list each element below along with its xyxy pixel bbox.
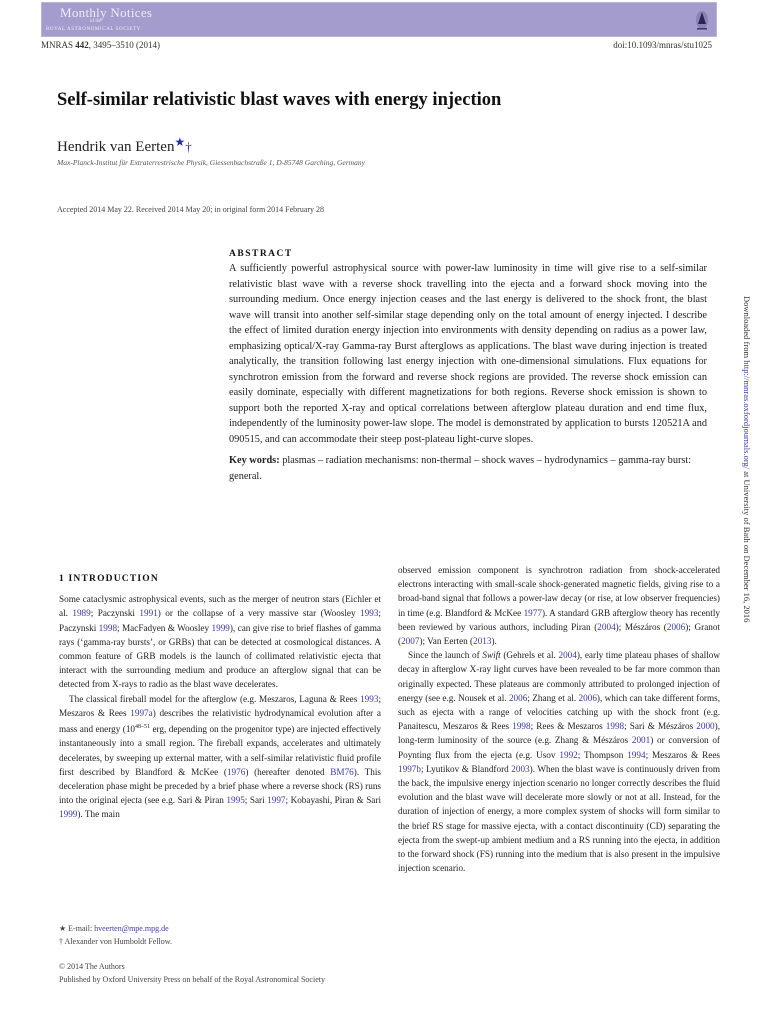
citation-link[interactable]: 2006 (666, 621, 686, 632)
journal-site-link[interactable]: http://mnras.oxfordjournals.org/ (742, 360, 752, 470)
citation-link[interactable]: 2013 (473, 636, 492, 647)
footnotes (59, 922, 172, 948)
intro-paragraph-2: The classical fireball model for the afterglow (e.g. Meszaros, Laguna & Rees 1993; Meszaros & Rees 1997a) describes the relativistic hydrodynamical evolution after a mass and energy (10$^{48-51}$ erg, depending on the progenitor type) are injected effectively instantaneously into a small region. The fireball expands, accelerates and ultimately decelerates, by sweeping up external matter, with a self-similar relativistic fluid profile first described by Blandford & McKee (1976) (hereafter denoted BM76). This deceleration phase might be preceded by a brief phase where a reverse shock (RS) runs into the original ejecta (see e.g. Sari & Piran 1995; Sari 1997; Kobayashi, Piran & Sari 1999). The main (59, 693, 382, 820)
publication-dates: Accepted 2014 May 22. Received 2014 May 20; in original form 2014 February 28 (57, 205, 325, 214)
abstract-text: A sufficiently powerful astrophysical source with power-law luminosity in time will give rise to a self-similar relativistic blast wave with a reverse shock travelling into the ejecta and a forward shock moving into the surrounding medium. Once energy injection ceases and the last energy is delivered to the shock front, the blast wave will transit into another self-similar stage depending only on the total amount of energy injected. I describe the effect of limited duration energy injection into environments with density depending on radius as a power law, emphasizing optical/X-ray Gamma-ray Burst afterglows as applications. The blast wave during injection is treated analytically, the transition following last energy injection with one-dimensional simulations. Flux equations for synchrotron emission from the forward and reverse shock regions are provided. The reverse shock emission can easily dominate, especially with different magnetizations for both regions. Reverse shock emission is shown to support both the reported X-ray and optical correlations between afterglow plateau duration and end time flux, independently of the luminosity power-law slope. The model is demonstrated by application to bursts 120521A and 090515, and can accommodate their steep post-plateau light-curve slopes. (229, 263, 707, 445)
volume: 442 (75, 40, 89, 50)
copyright-line: © 2014 The Authors (59, 962, 125, 971)
citation-link[interactable]: 1997 (267, 795, 286, 806)
citation-link[interactable]: 1976 (226, 766, 246, 777)
intro-column-right (398, 563, 720, 875)
keywords-label: Key words: (229, 455, 280, 466)
citation-link[interactable]: 1994 (627, 749, 646, 760)
citation-link[interactable]: 1997a (130, 707, 153, 718)
copyright (59, 960, 325, 986)
citation-link[interactable]: 1991 (139, 608, 158, 619)
citation-link[interactable]: 1998 (512, 721, 531, 732)
abstract-heading: ABSTRACT (229, 249, 293, 259)
citation-link[interactable]: BM76 (330, 766, 354, 777)
citation-link[interactable]: 1995 (226, 795, 245, 806)
journal-abbrev: MNRAS (41, 40, 74, 50)
footnote-email: ★ E-mail: hveerten@mpe.mpg.de (59, 924, 169, 933)
citation-link[interactable]: 1999 (211, 622, 230, 633)
download-notice: Downloaded from http://mnras.oxfordjournals.org/ at University of Bath on December 16, 2016 (742, 296, 752, 623)
intro-paragraph-4: Since the launch of Swift (Gehrels et al. 2004), early time plateau phases of shallow decay in afterglow X-ray light curves have been revealed to be far more common than originally expected. These plateaus are commonly attributed to prolonged injection of energy (see e.g. Nousek et al. 2006; Zhang et al. 2006), which can take different forms, such as ejecta with a range of velocities catching up with the shock front (e.g. Panaitescu, Meszaros & Rees 1998; Rees & Meszaros 1998; Sari & Mészáros 2000), long-term luminosity of the source (e.g. Zhang & Mészáros 2001) or conversion of Poynting flux from the ejecta (e.g. Usov 1992; Thompson 1994; Meszaros & Rees 1997b; Lyutikov & Blandford 2003). When the blast wave is continuously driven from the back, the impulsive energy injection scenario no longer correctly describes the fluid evolution and the blast wave will decelerate more slowly or not at all. Instead, for the duration of injection of energy, a more complex system of shocks will form similar to the brief RS stage for massive ejecta, with a contact discontinuity (CD) separating the ejecta from the swept-up ambient medium and a RS running into the ejecta, in addition to the forward shock (FS) running into the medium that is also present in the impulsive injection scenario. (398, 650, 720, 874)
citation-link[interactable]: 2006 (578, 692, 597, 703)
citation-link[interactable]: 1998 (98, 622, 118, 633)
citation-link[interactable]: 1997b (398, 763, 421, 774)
citation (41, 40, 160, 50)
citation-link[interactable]: 2000 (696, 721, 715, 732)
citation-link[interactable]: 1998 (605, 721, 625, 732)
footnote-star-link[interactable]: ★ (174, 135, 186, 149)
abstract (229, 249, 707, 484)
journal-banner (41, 2, 717, 37)
citation-link[interactable]: 2003 (511, 763, 530, 774)
citation-link[interactable]: 1977 (523, 607, 542, 618)
journal-name: Monthly Notices (60, 5, 153, 20)
citation-link[interactable]: 2004 (597, 621, 616, 632)
intro-column-left (59, 572, 381, 822)
citation-link[interactable]: 1999 (59, 809, 78, 820)
footnote-fellow: † Alexander von Humboldt Fellow. (59, 937, 173, 946)
citation-link[interactable]: 1993 (360, 693, 379, 704)
society-name: ROYAL ASTRONOMICAL SOCIETY (46, 27, 141, 32)
paper-title: Self-similar relativistic blast waves with energy injection (57, 90, 502, 110)
journal-name-of: of the (90, 19, 102, 24)
pages: , 3495–3510 (2014) (88, 40, 161, 50)
author-line (57, 135, 192, 156)
citation-link[interactable]: 2001 (631, 735, 651, 746)
ras-crest-icon (695, 8, 709, 34)
section-heading-introduction: 1 INTRODUCTION (59, 574, 159, 584)
footnote-dagger-link[interactable]: † (185, 139, 192, 154)
citation-link[interactable]: 1993 (360, 608, 379, 619)
intro-paragraph-3: observed emission component is synchrotron radiation from shock-accelerated electrons interacting with small-scale shock-generated magnetic fields, giving rise to a broad-band signal that follows a power-law decay (or rise, at low observer frequencies) in time (e.g. Blandford & McKee 1977). A standard GRB afterglow theory has recently been reviewed by various authors, including Piran (2004); Mészáros (2006); Granot (2007); Van Eerten (2013). (398, 565, 721, 647)
citation-link[interactable]: 1989 (72, 608, 91, 619)
citation-link[interactable]: 2004 (558, 650, 577, 661)
doi[interactable]: doi:10.1093/mnras/stu1025 (613, 40, 712, 50)
keywords-list: plasmas – radiation mechanisms: non-thermal – shock waves – hydrodynamics – gamma-ray burst: general. (229, 455, 692, 482)
affiliation: Max-Planck-Institut für Extraterrestrische Physik, Giessenbachstraße 1, D-85748 Garching, Germany (57, 158, 365, 167)
citation-link[interactable]: 2006 (508, 692, 528, 703)
intro-paragraph-1: Some cataclysmic astrophysical events, such as the merger of neutron stars (Eichler et al. 1989; Paczynski 1991) or the collapse of a very massive star (Woosley 1993; Paczynski 1998; MacFadyen & Woosley 1999), can give rise to brief flashes of gamma rays (‘gamma-ray bursts’, or GRBs) that can be detected at cosmological distances. A common feature of GRB models is the launch of collimated relativistic ejecta that interact with the surrounding medium and produce an afterglow signal that can be detected from X-rays to radio as the blast wave decelerates. (59, 594, 382, 690)
citation-link[interactable]: 1992 (559, 749, 578, 760)
publisher-line: Published by Oxford University Press on behalf of the Royal Astronomical Society (59, 975, 325, 984)
keywords (229, 453, 707, 484)
email-link[interactable]: hveerten@mpe.mpg.de (94, 924, 169, 933)
author-name: Hendrik van Eerten (57, 139, 175, 155)
citation-link[interactable]: 2007 (401, 636, 420, 647)
